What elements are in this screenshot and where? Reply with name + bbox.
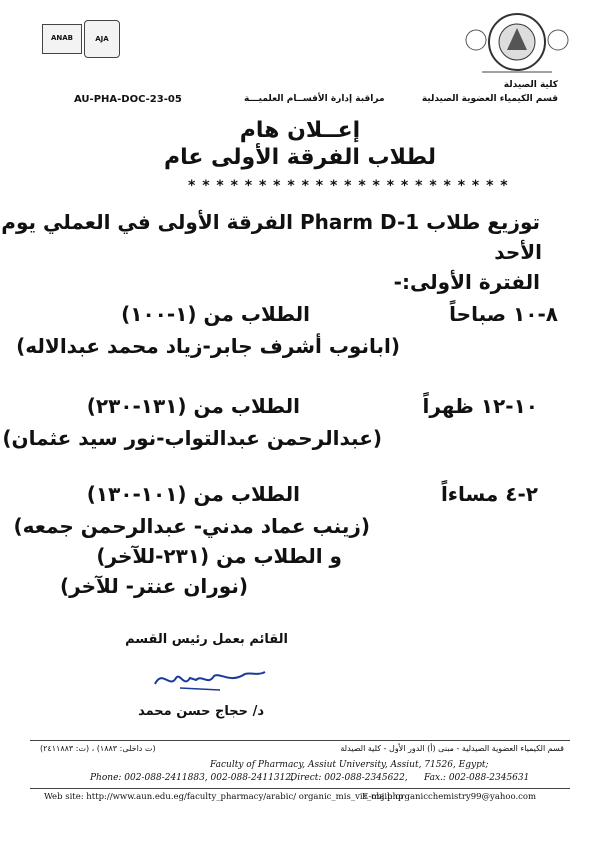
aja-logo-text: AJA — [95, 35, 109, 43]
signatory-role: القائم بعمل رئيس القسم — [125, 632, 288, 647]
signature-mark — [150, 664, 270, 696]
footer-direct: Direct: 002-088-2345622, — [290, 773, 408, 783]
slot2-names: (عبدالرحمن عبدالتواب-نور سيد عثمان) — [2, 426, 382, 450]
distribution-heading: توزيع طلاب Pharm D-1 الفرقة الأولى في العملي يوم — [1, 210, 540, 234]
slot3-names: (زينب عماد مدني- عبدالرحمن جمعه) — [13, 514, 370, 538]
footer-address-en: Faculty of Pharmacy, Assiut University, Assiut, 71526, Egypt; — [210, 760, 489, 770]
period-label: الفترة الأولى:- — [393, 270, 540, 294]
footer-website[interactable]: Web site: http://www.aun.edu.eg/faculty_pharmacy/arabic/ organic_mis_vis_obj.php — [44, 792, 404, 802]
footer-divider-2 — [30, 788, 570, 789]
slot3-time: ٢-٤ مساءاً — [440, 482, 538, 506]
footer-dept-address: قسم الكيمياء العضوية الصيدلية - مبنى (أ) الدور الأول - كلية الصيدلة — [340, 744, 564, 753]
slot1-names: (ابانوب أشرف جابر-زياد محمد عبدالاله) — [16, 334, 400, 358]
footer-extension: (ت داخلى: ١٨٨٣) ، (ت: ٢٤١١٨٨٣) — [40, 744, 156, 753]
announcement-subtitle: لطلاب الفرقة الأولى عام — [163, 145, 437, 170]
anab-logo — [42, 24, 82, 54]
doc-code: AU-PHA-DOC-23-05 — [74, 94, 182, 105]
footer-fax: Fax.: 002-088-2345631 — [424, 773, 530, 783]
signatory-name: د/ حجاج حسن محمد — [138, 704, 264, 719]
slot1-range: الطلاب من (١-١٠٠) — [121, 302, 310, 326]
slot3-range: الطلاب من (١٠١-١٣٠) — [86, 482, 300, 506]
slot1-time: ٨-١٠ صباحاً — [449, 302, 558, 326]
distribution-heading-day: الأحد — [494, 240, 542, 264]
slot2-range: الطلاب من (١٣١-٢٣٠) — [86, 394, 300, 418]
faculty-name: كلية الصيدلة — [503, 80, 558, 90]
slot3-extra-names: (نوران عنتر- للآخر) — [60, 574, 248, 598]
slot3-extra: و الطلاب من (٢٣١-للآخر) — [96, 544, 342, 568]
stars-divider: * * * * * * * * * * * * * * * * * * * * * * * — [188, 178, 509, 194]
university-seal-logo — [462, 10, 572, 78]
anab-logo-text: ANAB — [50, 34, 74, 42]
department-name: قسم الكيمياء العضوية الصيدلية — [421, 94, 558, 104]
slot2-time: ١٠-١٢ ظهراً — [422, 394, 538, 418]
aja-logo — [84, 20, 120, 58]
admin-office: مراقبة إدارة الأقســام العلميـــة — [244, 94, 385, 104]
announcement-title: إعــلان هام — [239, 118, 361, 143]
footer-divider — [30, 740, 570, 741]
footer-email[interactable]: E-mail: organicchemistry99@yahoo.com — [362, 792, 537, 802]
footer-phone: Phone: 002-088-2411883, 002-088-2411312, — [90, 773, 294, 783]
